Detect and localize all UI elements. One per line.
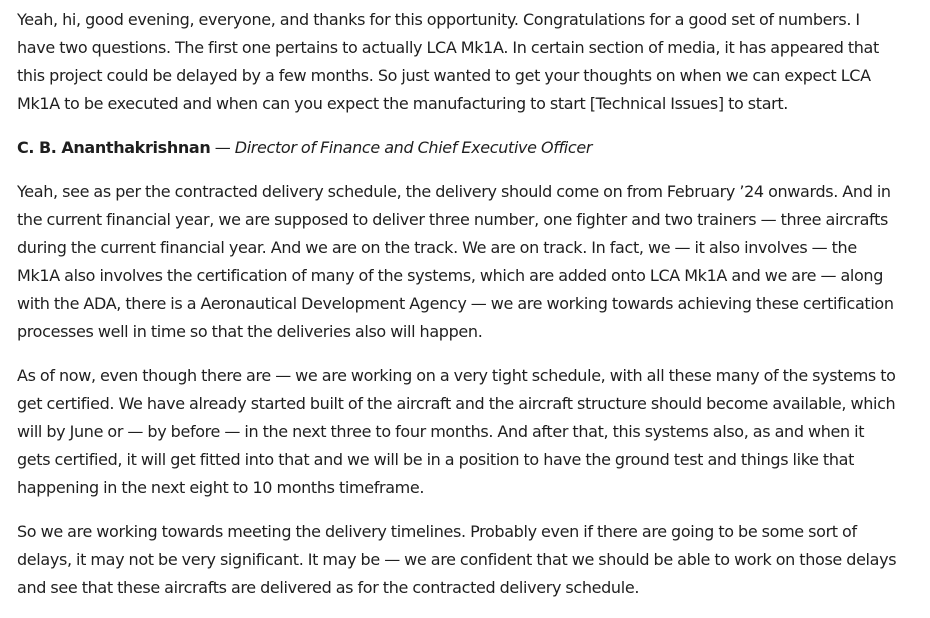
speaker-separator: —: [210, 138, 235, 157]
speaker-line: [17, 134, 897, 162]
answer-paragraph-2: As of now, even though there are — we are working on a very tight schedule, with all these many of the systems to get certified. We have already started built of the aircraft and the aircraft structure should become available, which will by June or — by before — in the next three to four months. And after that, this systems also, as and when it gets certified, it will get fitted into that and we will be in a position to have the ground test and things like that happening in the next eight to 10 months timeframe.: [17, 366, 896, 497]
answer-paragraph-1: Yeah, see as per the contracted delivery schedule, the delivery should come on from February ’24 onwards. And in the current financial year, we are supposed to deliver three number, one fighter and two trainers — three aircrafts during the current financial year. And we are on the track. We are on track. In fact, we — it also involves — the Mk1A also involves the certification of many of the systems, which are added onto LCA Mk1A and we are — along with the ADA, there is a Aeronautical Development Agency — we are working towards achieving these certification processes well in time so that the deliveries also will happen.: [17, 182, 894, 341]
speaker-name: C. B. Ananthakrishnan: [17, 138, 211, 157]
speaker-title: Director of Finance and Chief Executive Officer: [234, 138, 593, 157]
question-paragraph: Yeah, hi, good evening, everyone, and thanks for this opportunity. Congratulations for a good set of numbers. I have two questions. The first one pertains to actually LCA Mk1A. In certain section of media, it has appeared that this project could be delayed by a few months. So just wanted to get your thoughts on when we can expect LCA Mk1A to be executed and when can you expect the manufacturing to start [Technical Issues] to start.: [17, 10, 879, 113]
answer-paragraph-3: So we are working towards meeting the delivery timelines. Probably even if there are going to be some sort of delays, it may not be very significant. It may be — we are confident that we should be able to work on those delays and see that these aircrafts are delivered as for the contracted delivery schedule.: [17, 522, 897, 597]
transcript-body: [17, 6, 897, 618]
